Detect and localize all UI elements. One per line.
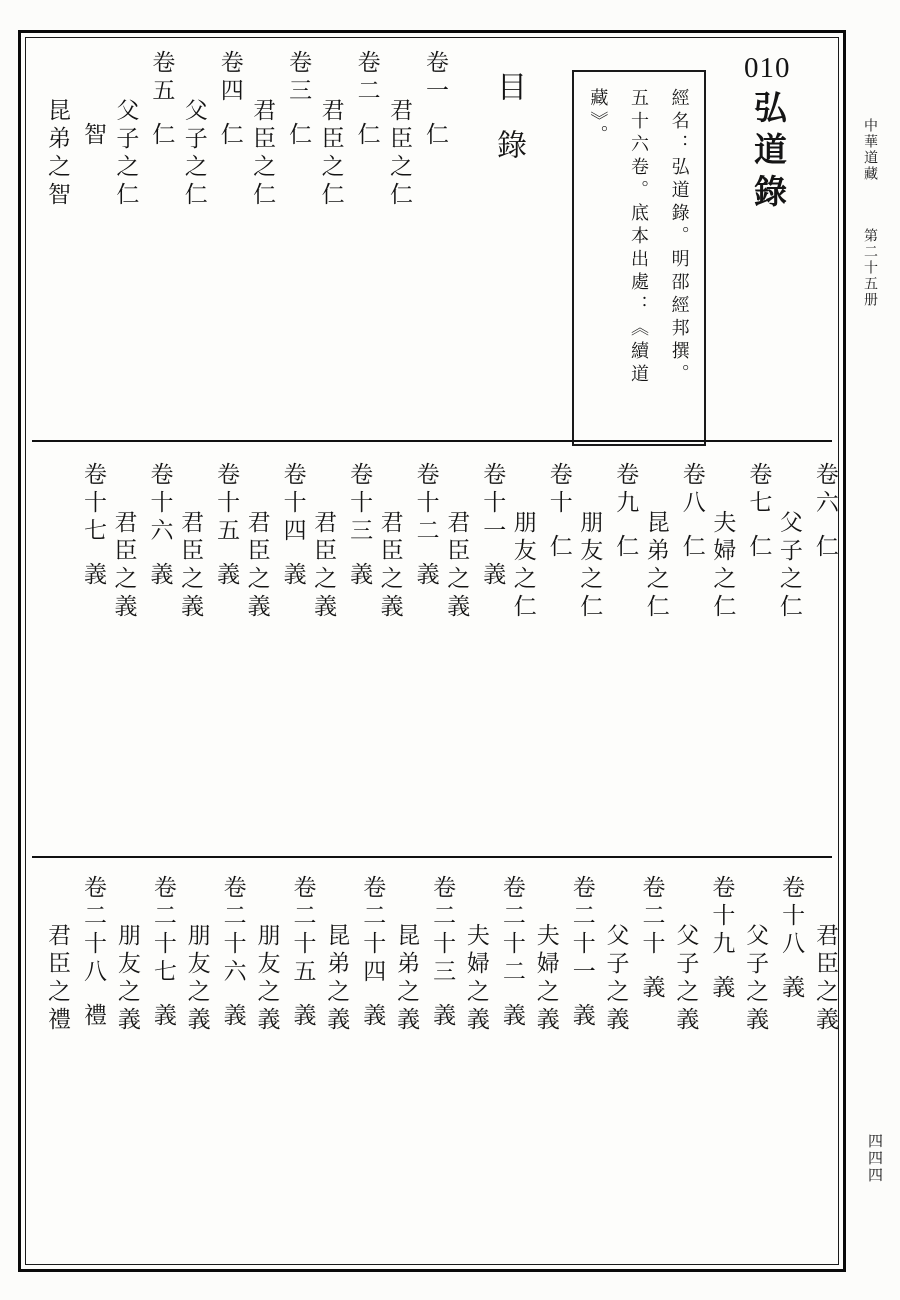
toc-entry-volume (498, 875, 526, 1110)
toc-entry-subtitle: 父子之仁 (776, 510, 802, 622)
toc-entry-subtitle: 昆弟之義 (394, 923, 420, 1035)
toc-entry-subtitle: 君臣之義 (244, 510, 270, 622)
toc-entry-volume-number: 卷十九 (709, 875, 735, 959)
toc-entry-volume-number: 卷十五 (214, 462, 240, 546)
toc-entry-category: 義 (569, 1003, 595, 1031)
toc-entry-category: 義 (639, 975, 665, 1003)
toc-entry (775, 462, 839, 697)
toc-entry-volume (358, 875, 386, 1110)
toc-entry-volume (777, 875, 805, 1110)
toc-entry (43, 875, 107, 1110)
toc-entry-category: 仁 (812, 534, 838, 562)
toc-entry-subtitle: 君臣之義 (377, 510, 403, 622)
toc-entry (708, 462, 772, 697)
toc-entry-category: 仁 (217, 122, 243, 150)
toc-entry (176, 462, 240, 697)
toc-entry (602, 875, 666, 1110)
toc-entry-category: 義 (81, 562, 106, 590)
toc-entry-subtitle: 夫婦之義 (463, 923, 489, 1035)
toc-entry-category: 義 (480, 562, 506, 590)
toc-entry-category: 義 (220, 1003, 246, 1031)
toc-entry-volume-number: 卷十一 (480, 462, 506, 546)
folio-number: 四四四 (866, 1133, 882, 1184)
toc-entry-volume-number: 卷五 (149, 50, 175, 106)
toc-entry-subtitle: 父子之仁 (181, 98, 207, 210)
toc-entry (741, 875, 805, 1110)
toc-entry-volume (284, 50, 312, 285)
toc-entry-category: 義 (499, 1003, 525, 1031)
toc-entry-subtitle: 父子之義 (673, 923, 699, 1035)
toc-entry-volume-number: 卷八 (679, 462, 705, 518)
toc-entry-category: 義 (147, 562, 173, 590)
toc-entry-category: 義 (280, 562, 306, 590)
toc-entry-subtitle: 君臣之義 (444, 510, 470, 622)
toc-entry-subtitle: 父子之義 (603, 923, 629, 1035)
book-title: 弘道錄 (749, 90, 785, 216)
toc-entry-subtitle: 朋友之義 (184, 923, 210, 1035)
toc-entry-subtitle: 昆弟之智 (45, 98, 70, 210)
note-line: 經名：弘道錄。明邵經邦撰。 (669, 88, 690, 387)
toc-entry-subtitle: 君臣之禮 (45, 923, 70, 1035)
divider-1 (32, 440, 832, 442)
toc-entry-volume-number: 卷十二 (413, 462, 439, 546)
toc-entry-volume (147, 50, 175, 285)
toc-entry-category: 仁 (679, 534, 705, 562)
toc-entry-volume (707, 875, 735, 1110)
toc-entry (392, 875, 456, 1110)
toc-entry-volume-number: 卷一 (422, 50, 448, 106)
toc-entry-volume (146, 462, 174, 697)
toc-entry-volume (678, 462, 706, 697)
series-volume: 第二十五册 (862, 228, 877, 308)
toc-entry-volume (79, 875, 107, 1110)
toc-entry (385, 50, 449, 285)
toc-entry (532, 875, 596, 1110)
toc-entry-volume (478, 462, 506, 697)
toc-entry-subtitle: 君臣之義 (111, 510, 137, 622)
toc-entry-subtitle: 朋友之仁 (577, 510, 603, 622)
toc-entry (811, 875, 839, 1110)
bibliographic-note-box (572, 70, 706, 446)
toc-entry (111, 50, 175, 285)
toc-entry-subtitle: 朋友之仁 (510, 510, 536, 622)
toc-entry-volume-number: 卷四 (217, 50, 243, 106)
toc-entry-subtitle: 夫婦之義 (533, 923, 559, 1035)
toc-entry-category: 義 (779, 975, 805, 1003)
toc-entry (671, 875, 735, 1110)
toc-title: 目錄 (492, 71, 525, 187)
toc-entry (43, 462, 107, 697)
toc-entry-category: 義 (709, 975, 735, 1003)
toc-entry-volume (216, 50, 244, 285)
toc-entry (462, 875, 526, 1110)
toc-entry (113, 875, 177, 1110)
toc-entry (509, 462, 573, 697)
toc-entry-volume-number: 卷九 (613, 462, 639, 518)
toc-entry-subtitle: 朋友之義 (254, 923, 280, 1035)
toc-entry-volume-number: 卷六 (812, 462, 838, 518)
toc-entry (317, 50, 381, 285)
toc-entry-volume-number: 卷七 (746, 462, 772, 518)
note-line: 藏》。 (588, 88, 609, 148)
toc-entry-category: 義 (347, 562, 373, 590)
note-line: 五十六卷。底本出處：《續道 (628, 88, 649, 387)
toc-entry-category: 義 (290, 1003, 316, 1031)
toc-entry-category: 義 (413, 562, 439, 590)
toc-entry-volume (219, 875, 247, 1110)
series-title: 中華道藏 (862, 118, 877, 182)
toc-entry (243, 462, 307, 697)
toc-entry-volume (428, 875, 456, 1110)
toc-entry-volume-number: 卷十 (546, 462, 572, 518)
toc-entry (248, 50, 312, 285)
toc-entry-category: 仁 (149, 122, 175, 150)
toc-entry-volume-number: 卷二十 (639, 875, 665, 959)
toc-entry-volume (811, 462, 839, 697)
toc-entry-subtitle: 父子之義 (743, 923, 769, 1035)
toc-entry-subtitle: 君臣之仁 (386, 98, 412, 210)
toc-entry-volume-number: 卷十六 (147, 462, 173, 546)
toc-entry-volume (79, 50, 107, 285)
toc-entry-volume (744, 462, 772, 697)
toc-entry-subtitle: 君臣之義 (812, 923, 838, 1035)
serial-number: 010 (744, 52, 791, 84)
page-frame (18, 30, 846, 1272)
toc-entry-volume (288, 875, 316, 1110)
toc-section-1 (43, 50, 449, 285)
page-frame-inner (25, 37, 839, 1265)
toc-entry-volume (345, 462, 373, 697)
toc-entry-volume-number: 卷十七 (81, 462, 106, 546)
toc-entry (43, 50, 107, 285)
toc-entry-subtitle: 昆弟之仁 (643, 510, 669, 622)
toc-entry-category: 仁 (613, 534, 639, 562)
toc-entry-volume-number: 卷二十四 (360, 875, 386, 987)
toc-entry-subtitle: 君臣之義 (311, 510, 337, 622)
toc-entry-volume-number: 卷二 (354, 50, 380, 106)
toc-entry-category: 仁 (286, 122, 312, 150)
toc-entry-volume-number: 卷二十八 (81, 875, 106, 987)
toc-entry-category: 義 (150, 1003, 176, 1031)
toc-entry-subtitle (43, 462, 71, 697)
toc-entry-category: 義 (430, 1003, 456, 1031)
toc-entry-volume (79, 462, 107, 697)
toc-entry-volume (353, 50, 381, 285)
toc-entry-volume-number: 卷十四 (280, 462, 306, 546)
toc-entry (309, 462, 373, 697)
toc-entry-subtitle: 君臣之仁 (250, 98, 276, 210)
toc-entry (180, 50, 244, 285)
toc-entry (442, 462, 506, 697)
toc-entry (252, 875, 316, 1110)
toc-entry-subtitle: 父子之仁 (113, 98, 139, 210)
toc-entry-subtitle: 君臣之義 (178, 510, 204, 622)
toc-entry-volume-number: 卷二十五 (290, 875, 316, 987)
toc-entry-volume (611, 462, 639, 697)
toc-entry-volume (638, 875, 666, 1110)
toc-entry-volume-number: 卷三 (286, 50, 312, 106)
toc-entry-category: 禮 (81, 1003, 106, 1031)
toc-entry (642, 462, 706, 697)
toc-entry-subtitle: 朋友之義 (114, 923, 140, 1035)
toc-section-3 (43, 875, 839, 1110)
toc-entry (322, 875, 386, 1110)
toc-entry-volume (212, 462, 240, 697)
toc-entry-category: 義 (214, 562, 240, 590)
toc-entry-volume (412, 462, 440, 697)
toc-entry-volume (545, 462, 573, 697)
toc-entry-subtitle: 夫婦之仁 (710, 510, 736, 622)
toc-entry-subtitle: 君臣之仁 (318, 98, 344, 210)
toc-entry (183, 875, 247, 1110)
toc-entry-category: 仁 (422, 122, 448, 150)
toc-section-2 (43, 462, 839, 697)
toc-entry-volume-number: 卷二十三 (430, 875, 456, 987)
toc-entry-volume (279, 462, 307, 697)
toc-entry-volume (421, 50, 449, 285)
toc-entry-subtitle: 昆弟之義 (324, 923, 350, 1035)
toc-entry-category: 智 (81, 122, 106, 150)
toc-entry-category: 義 (360, 1003, 386, 1031)
series-label (856, 118, 882, 378)
toc-entry-volume-number: 卷二十六 (220, 875, 246, 987)
divider-2 (32, 856, 832, 858)
toc-entry (575, 462, 639, 697)
toc-entry-category: 仁 (354, 122, 380, 150)
toc-entry-category: 仁 (546, 534, 572, 562)
toc-entry-volume (568, 875, 596, 1110)
toc-entry-category: 仁 (746, 534, 772, 562)
toc-entry-volume-number: 卷十八 (779, 875, 805, 959)
toc-entry-volume-number: 卷十三 (347, 462, 373, 546)
toc-entry-volume-number: 卷二十七 (150, 875, 176, 987)
toc-entry (110, 462, 174, 697)
toc-entry-volume-number: 卷二十一 (569, 875, 595, 987)
toc-entry-volume (149, 875, 177, 1110)
toc-entry (376, 462, 440, 697)
toc-entry-volume-number: 卷二十二 (499, 875, 525, 987)
